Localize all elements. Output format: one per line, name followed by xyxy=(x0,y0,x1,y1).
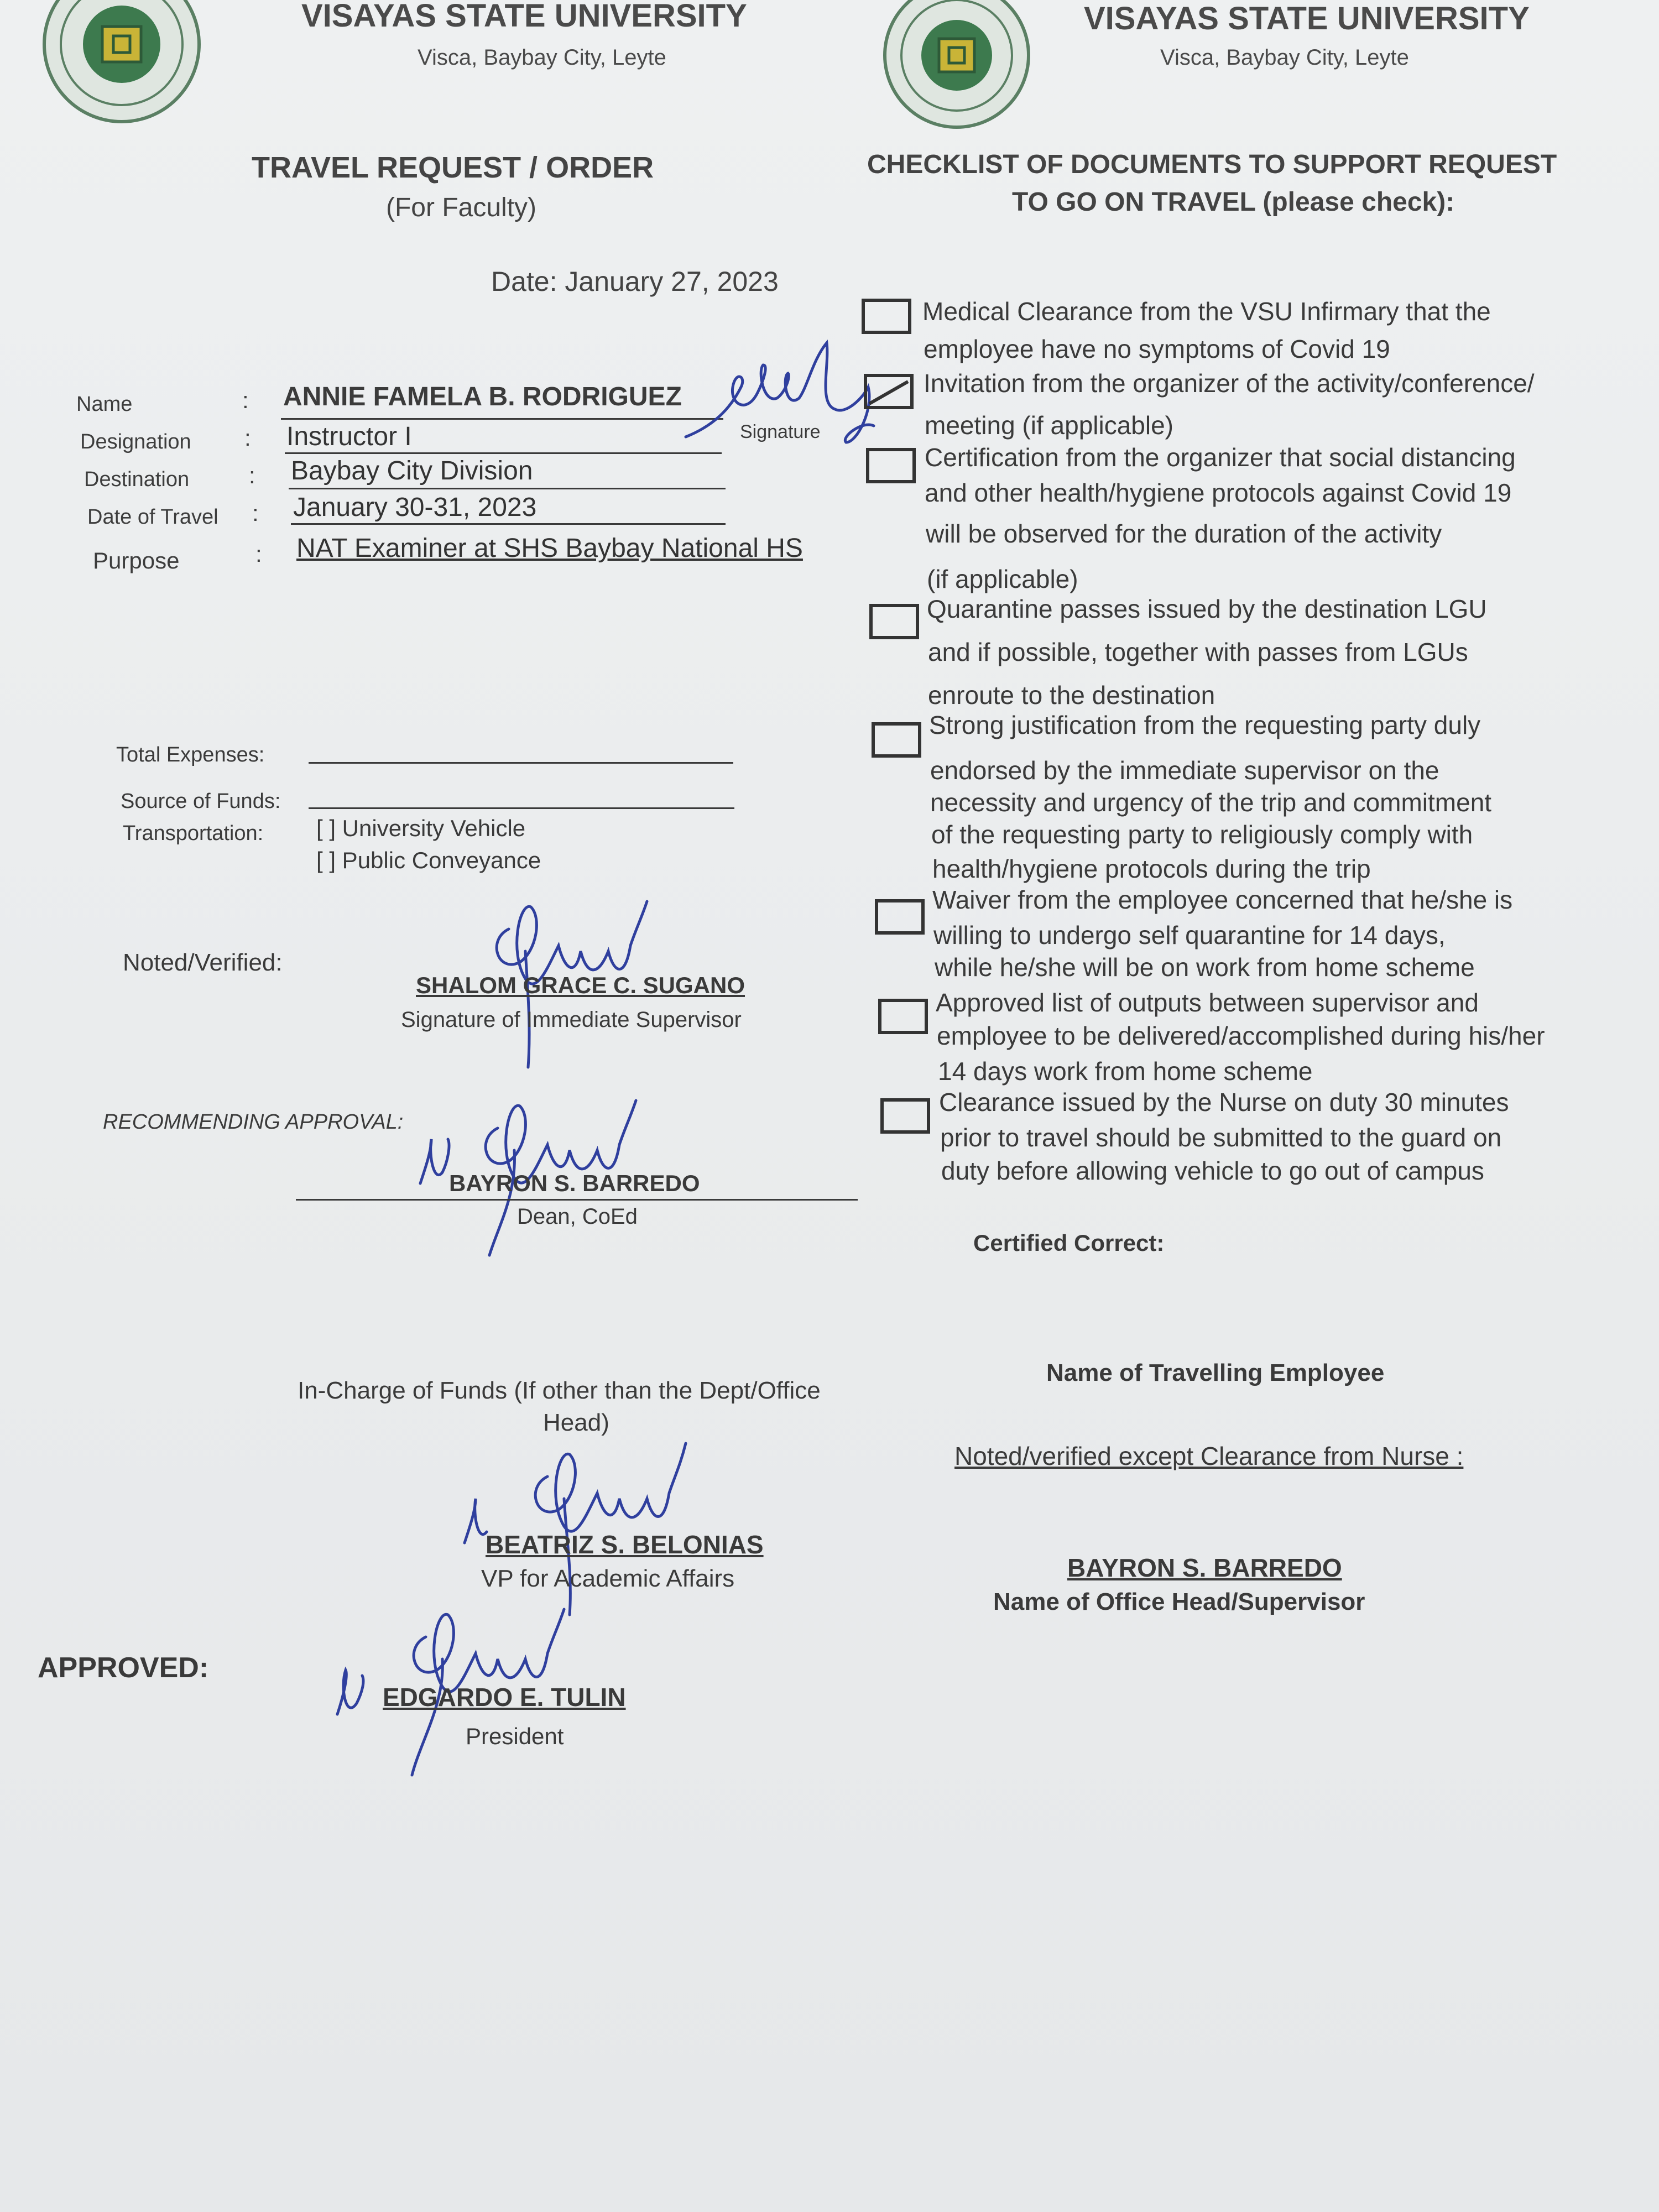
noted-except-label: Noted/verified except Clearance from Nurse : xyxy=(954,1442,1464,1470)
field-value-purpose: NAT Examiner at SHS Baybay National HS xyxy=(296,534,803,563)
checklist-item-text: while he/she will be on work from home scheme xyxy=(935,953,1475,982)
recommending-approval-label: RECOMMENDING APPROVAL: xyxy=(103,1110,404,1134)
transport-option-university-vehicle: [ ] University Vehicle xyxy=(316,815,526,841)
university-address-right: Visca, Baybay City, Leyte xyxy=(1160,45,1409,70)
field-value-date-of-travel: January 30-31, 2023 xyxy=(293,493,537,522)
signature-label: Signature xyxy=(740,421,821,442)
applicant-signature xyxy=(680,332,890,459)
form-title: TRAVEL REQUEST / ORDER xyxy=(252,151,654,184)
form-subtitle: (For Faculty) xyxy=(386,193,537,222)
total-expenses-label: Total Expenses: xyxy=(116,743,265,766)
vp-role: VP for Academic Affairs xyxy=(481,1565,735,1592)
checkbox-certification[interactable] xyxy=(866,448,916,483)
president-role: President xyxy=(466,1723,564,1749)
checklist-item-text: employee to be delivered/accomplished during his/her xyxy=(937,1021,1545,1050)
transport-option-public-conveyance: [ ] Public Conveyance xyxy=(316,847,541,873)
checklist-item-text: Waiver from the employee concerned that he/she is xyxy=(932,885,1513,914)
checkbox-strong-justification[interactable] xyxy=(872,722,921,758)
approved-label: APPROVED: xyxy=(38,1652,209,1684)
field-label-name: Name xyxy=(76,393,133,416)
funds-in-charge-label: In-Charge of Funds (If other than the Dept/Office xyxy=(298,1377,821,1404)
source-of-funds-line xyxy=(309,807,734,809)
checklist-item-text: Clearance issued by the Nurse on duty 30 minutes xyxy=(939,1088,1509,1117)
university-seal-left xyxy=(33,0,210,144)
checklist-item-text: of the requesting party to religiously comply with xyxy=(931,820,1473,849)
checklist-item-text: prior to travel should be submitted to the guard on xyxy=(940,1123,1502,1152)
checklist-item-text: will be observed for the duration of the activity xyxy=(926,519,1442,548)
university-title-left: VISAYAS STATE UNIVERSITY xyxy=(301,0,747,34)
university-address-left: Visca, Baybay City, Leyte xyxy=(418,45,666,70)
checkbox-quarantine-passes[interactable] xyxy=(869,604,919,639)
checkbox-invitation[interactable] xyxy=(864,374,914,409)
field-colon: : xyxy=(255,541,262,567)
field-value-name: ANNIE FAMELA B. RODRIGUEZ xyxy=(283,382,682,411)
checklist-item-text: (if applicable) xyxy=(927,565,1078,593)
transportation-label: Transportation: xyxy=(123,822,264,845)
noted-verified-label: Noted/Verified: xyxy=(123,949,283,976)
checkbox-waiver[interactable] xyxy=(875,899,925,935)
checklist-item-text: and other health/hygiene protocols against Covid 19 xyxy=(925,478,1512,507)
field-colon: : xyxy=(252,500,259,526)
check-mark-icon xyxy=(867,377,911,407)
university-seal-right xyxy=(874,0,1040,138)
checklist-item-text: duty before allowing vehicle to go out of campus xyxy=(941,1156,1484,1185)
field-value-destination: Baybay City Division xyxy=(291,456,533,486)
total-expenses-line xyxy=(309,762,733,764)
checklist-item-text: health/hygiene protocols during the trip xyxy=(932,854,1371,883)
travelling-employee-label: Name of Travelling Employee xyxy=(1046,1359,1385,1386)
checklist-item-text: Certification from the organizer that social distancing xyxy=(925,443,1516,472)
dean-role: Dean, CoEd xyxy=(517,1204,638,1229)
supervisor-role: Signature of Immediate Supervisor xyxy=(401,1008,742,1032)
field-colon: : xyxy=(244,425,251,451)
checklist-item-text: meeting (if applicable) xyxy=(925,411,1174,440)
checkbox-approved-outputs[interactable] xyxy=(878,999,928,1034)
checklist-title-cont: TO GO ON TRAVEL (please check): xyxy=(1012,187,1455,217)
field-colon: : xyxy=(242,387,249,413)
field-label-date-of-travel: Date of Travel xyxy=(87,505,218,529)
checklist-item-text: 14 days work from home scheme xyxy=(938,1057,1313,1086)
checklist-item-text: Quarantine passes issued by the destination LGU xyxy=(927,594,1487,623)
checklist-item-text: endorsed by the immediate supervisor on the xyxy=(930,756,1439,785)
office-head-name: BAYRON S. BARREDO xyxy=(1067,1553,1342,1582)
field-label-destination: Destination xyxy=(84,468,190,491)
source-of-funds-label: Source of Funds: xyxy=(121,790,281,813)
field-value-designation: Instructor I xyxy=(286,422,412,451)
checklist-item-text: willing to undergo self quarantine for 14 days, xyxy=(933,921,1446,950)
field-underline xyxy=(285,452,722,454)
president-name: EDGARDO E. TULIN xyxy=(383,1683,626,1712)
certified-correct-label: Certified Correct: xyxy=(973,1230,1165,1256)
checkbox-nurse-clearance[interactable] xyxy=(880,1098,930,1134)
checklist-item-text: Approved list of outputs between supervisor and xyxy=(936,988,1479,1017)
checkbox-medical-clearance[interactable] xyxy=(862,299,911,334)
field-label-designation: Designation xyxy=(80,430,191,453)
funds-in-charge-label-cont: Head) xyxy=(543,1409,609,1436)
field-colon: : xyxy=(249,462,255,488)
office-head-label: Name of Office Head/Supervisor xyxy=(993,1588,1365,1615)
checklist-item-text: employee have no symptoms of Covid 19 xyxy=(924,335,1390,363)
supervisor-name: SHALOM GRACE C. SUGANO xyxy=(416,972,745,998)
checklist-item-text: necessity and urgency of the trip and commitment xyxy=(930,788,1492,817)
field-label-purpose: Purpose xyxy=(93,547,180,573)
field-underline xyxy=(291,523,726,525)
checklist-item-text: Medical Clearance from the VSU Infirmary that the xyxy=(922,297,1491,326)
checklist-item-text: Invitation from the organizer of the activity/conference/ xyxy=(924,369,1535,398)
dean-signature-line xyxy=(296,1199,858,1201)
checklist-item-text: Strong justification from the requesting party duly xyxy=(929,711,1481,739)
field-underline xyxy=(289,488,726,489)
checklist-item-text: and if possible, together with passes from LGUs xyxy=(928,638,1468,666)
request-date: Date: January 27, 2023 xyxy=(491,266,779,297)
dean-name: BAYRON S. BARREDO xyxy=(449,1170,700,1196)
checklist-title: CHECKLIST OF DOCUMENTS TO SUPPORT REQUEST xyxy=(867,150,1557,179)
field-underline xyxy=(281,418,723,420)
checklist-item-text: enroute to the destination xyxy=(928,681,1215,709)
university-title-right: VISAYAS STATE UNIVERSITY xyxy=(1084,1,1530,36)
vp-name: BEATRIZ S. BELONIAS xyxy=(486,1530,764,1559)
